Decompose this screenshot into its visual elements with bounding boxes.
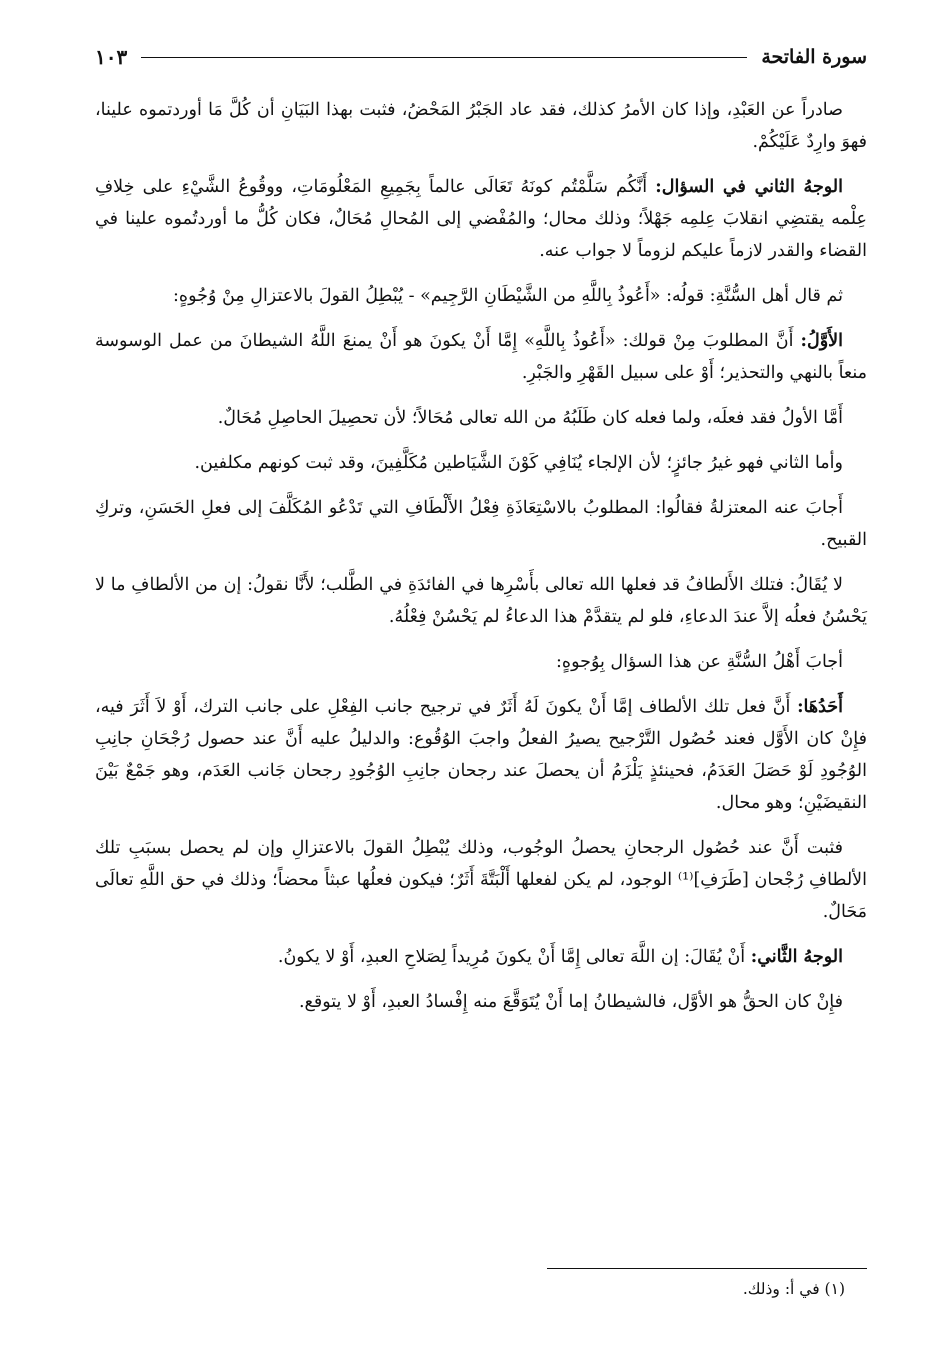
paragraph: أَجابَ عنه المعتزلةُ فقالُوا: المطلوبُ بالاسْتِعَاذَةِ فِعْلُ الأَلْطَافِ التي تَدْعُو المُكَلَّفَ إلى فعلِ الحَسَنِ، وتركِ القبيح. — [95, 498, 867, 550]
footnote-rule — [547, 1268, 867, 1269]
paragraph: أَمَّا الأولُ فقد فعلَه، ولما فعله كان طَلَبُهُ من الله تعالى مُحَالاً؛ لأن تحصِيلَ الحاصِلِ مُحَالٌ. — [217, 408, 843, 428]
paragraph: أجابَ أَهْلُ السُّنَّةِ عن هذا السؤال بِوُجوهٍ: — [556, 652, 843, 672]
body-text — [95, 94, 867, 1018]
page-number: ١٠٣ — [95, 45, 128, 69]
paragraph: أَحَدُهَا: أَنَّ فعل تلك الألطاف إمَّا أَنْ يكونَ لَهُ أَثَرٌ في ترجيح جانب الفِعْلِ على جانب الترك، أَوْ لاَ أَثَرَ فيه، فإِنْ كان الأَوَّل فعند حُصُول التَّرْجيح يصيرُ الفعلُ واجبَ الوُقُوع: والدليلُ عليه أَنَّ عند حصول رُجْحَانِ جانِبِ الوُجُودِ لَوْ حَصَلَ العَدَمُ، فحينئذٍ يَلْزَمُ أن يحصلَ عند رجحان جانِبِ الوُجُودِ رجحان جَانب العَدَم، وهو جَمْعٌ بَيْنَ النقيضَيْنِ؛ وهو محال. — [95, 697, 867, 813]
paragraph: الوجهُ الثاني في السؤال: أَنَّكُم سَلَّمْتُم كونَهُ تَعَالَى عالماً بِجَمِيعِ المَعْلُومَاتِ، ووقُوعُ الشَّيْءِ على خِلافِ عِلْمه يقتضِي انقلابَ عِلمِه جَهْلاً؛ وذلك محال؛ والمُفْضي إلى المُحالِ مُحَالٌ، فكان كُلُّ ما أوردتُموه علينا في القضاء والقدر لازماً عليكم لزوماً لا جواب عنه. — [95, 177, 867, 261]
paragraph: فإِنْ كان الحقُّ هو الأوَّل، فالشيطانُ إما أَنْ يُتَوَقَّعَ منه إِفْسادُ العبدِ، أَوْ لا يتوقع. — [298, 992, 843, 1012]
header-rule — [141, 57, 747, 58]
footnote: (١) في أ: وذلك. — [742, 1280, 845, 1298]
paragraph: الوجهُ الثَّاني: أَنْ يُقَالَ: إن اللَّهَ تعالى إِمَّا أَنْ يكونَ مُرِيداً لِصَلاحِ العبدِ، أَوْ لا يكونُ. — [277, 947, 843, 967]
surah-title: سورة الفاتحة — [761, 46, 867, 68]
paragraph: الأَوَّلُ: أَنَّ المطلوبَ مِنْ قولك: «أَعُوذُ بِاللَّهِ» إِمَّا أَنْ يكونَ هو أَنْ يمنعَ اللَّهُ الشيطانَ من عمل الوسوسة منعاً بالنهي والتحذير؛ أَوْ على سبيل القَهْرِ والجَبْرِ. — [95, 331, 867, 383]
page-header — [95, 40, 867, 74]
paragraph: ثم قال أهل السُّنَّةِ: قولُه: «أَعُوذُ بِاللَّهِ من الشَّيْطَانِ الرَّجِيم» - يُبْطِلُ القولَ بالاعتزالِ مِنْ وُجُوهٍ: — [173, 286, 843, 306]
paragraph: لا يُقَالُ: فتلك الأَلطافُ قد فعلها الله تعالى بأَسْرِها في الفائدَةِ في الطَّلب؛ لأَنَّا نقولُ: إن من الألطافِ ما لا يَحْسُنُ فعلُه إلاَّ عندَ الدعاءِ، فلو لم يتقدَّمْ هذا الدعاءُ لم يَحْسُنْ فِعْلُهُ. — [95, 575, 867, 627]
paragraph: صادراً عن العَبْدِ، وإذا كان الأمرُ كذلك، فقد عاد الجَبْرُ المَحْضُ، فثبت بهذا البَيَانِ أن كُلَّ مَا أوردتموه علينا، فهوَ وارِدٌ عَلَيْكُمْ. — [95, 100, 867, 152]
paragraph: وأما الثاني فهو غيرُ جائزٍ؛ لأن الإلجاء يُنَافِي كَوْنَ الشَّيَاطين مُكَلَّفِينَ، وقد ثبت كونهم مكلفين. — [194, 453, 843, 473]
paragraph: فثبت أَنَّ عند حُصُول الرجحانِ يحصلُ الوجُوب، وذلك يُبْطِلُ القولَ بالاعتزالِ وإن لم يحصل بسبَبِ تلك الألطافِ رُجْحان [طَرَفِ]⁽¹⁾ الوجود، لم يكن لفعلها أَلْبَتَّةَ أَثَرٌ؛ فيكون فعلُها عبثاً محضاً؛ وذلك في حق اللَّهِ تعالَى مَحَالٌ. — [95, 838, 867, 922]
